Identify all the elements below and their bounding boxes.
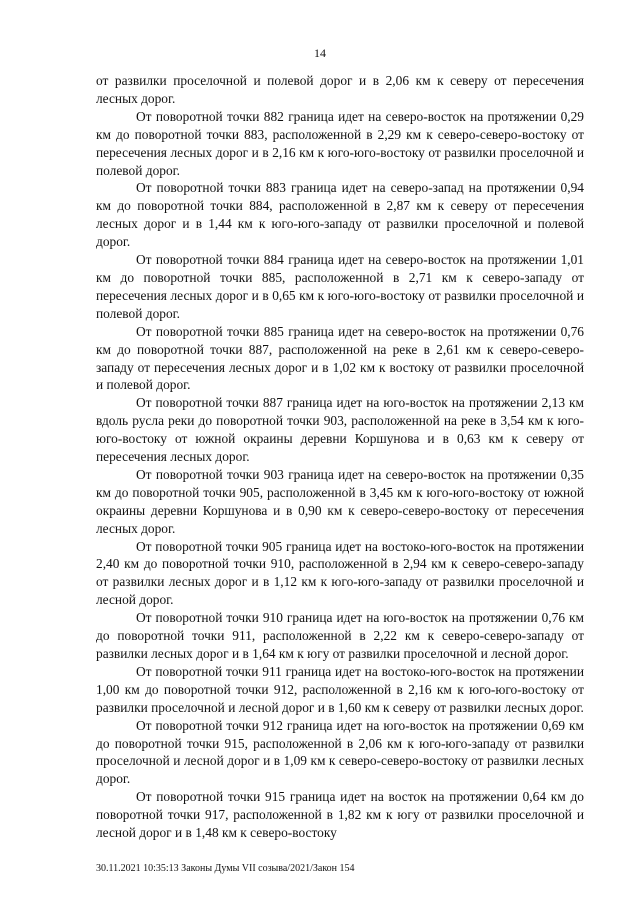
paragraph-point-883: От поворотной точки 883 граница идет на северо-запад на протяжении 0,94 км до поворотной точки 884, расположенной в 2,87 км к северу от пересечения лесных дорог и в 1,44 км к юго-юго-западу от развилки проселочной и полевой дорог. (96, 180, 584, 250)
document-footer: 30.11.2021 10:35:13 Законы Думы VII созыва/2021/Закон 154 (96, 863, 355, 874)
paragraph-continuation: от развилки проселочной и полевой дорог и в 2,06 км к северу от пересечения лесных дорог. (96, 73, 584, 106)
paragraph-point-912: От поворотной точки 912 граница идет на юго-восток на протяжении 0,69 км до поворотной точки 915, расположенной в 2,06 км к юго-юго-западу от развилки проселочной и лесной дорог и в 1,09 км к северо-северо-востоку от развилки лесных дорог. (96, 717, 584, 787)
paragraph-point-882: От поворотной точки 882 граница идет на северо-восток на протяжении 0,29 км до поворотной точки 883, расположенной в 2,29 км к северо-северо-востоку от пересечения лесных дорог и в 2,16 км к юго-юго-востоку от развилки проселочной и полевой дорог. (96, 108, 584, 178)
document-body (96, 72, 584, 842)
paragraph-point-885: От поворотной точки 885 граница идет на северо-восток на протяжении 0,76 км до поворотной точки 887, расположенной на реке в 2,61 км к северо-северо-западу от пересечения лесных дорог и в 1,02 км к востоку от развилки проселочной и полевой дорог. (96, 323, 584, 393)
paragraph-point-903: От поворотной точки 903 граница идет на северо-восток на протяжении 0,35 км до поворотной точки 905, расположенной в 3,45 км к юго-юго-востоку от южной окраины деревни Коршунова и в 0,90 км к северо-северо-востоку от пересечения лесных дорог. (96, 466, 584, 536)
paragraph-point-915: От поворотной точки 915 граница идет на восток на протяжении 0,64 км до поворотной точки 917, расположенной в 1,82 км к югу от развилки проселочной и лесной дорог и в 1,48 км к северо-востоку (96, 789, 584, 841)
paragraph-point-887: От поворотной точки 887 граница идет на юго-восток на протяжении 2,13 км вдоль русла реки до поворотной точки 903, расположенной на реке в 3,54 км к юго-юго-востоку от южной окраины деревни Коршунова и в 0,63 км к северу от пересечения лесных дорог. (96, 395, 584, 465)
page-number: 14 (314, 46, 326, 60)
paragraph-point-884: От поворотной точки 884 граница идет на северо-восток на протяжении 1,01 км до поворотной точки 885, расположенной в 2,71 км к северо-западу от пересечения лесных дорог и в 0,65 км к юго-юго-востоку от развилки проселочной и полевой дорог. (96, 252, 584, 321)
paragraph-point-905: От поворотной точки 905 граница идет на востоко-юго-восток на протяжении 2,40 км до поворотной точки 910, расположенной в 2,94 км к северо-северо-западу от развилки лесных дорог и в 1,12 км к юго-юго-западу от развилки проселочной и лесной дорог. (96, 538, 584, 608)
paragraph-point-911: От поворотной точки 911 граница идет на востоко-юго-восток на протяжении 1,00 км до поворотной точки 912, расположенной в 2,16 км к юго-юго-востоку от развилки проселочной и лесной дорог и в 1,60 км к северу от развилки лесных дорог. (96, 663, 584, 715)
paragraph-point-910: От поворотной точки 910 граница идет на юго-восток на протяжении 0,76 км до поворотной точки 911, расположенной в 2,22 км к северо-северо-западу от развилки лесных дорог и в 1,64 км к югу от развилки проселочной и лесной дорог. (96, 610, 584, 661)
